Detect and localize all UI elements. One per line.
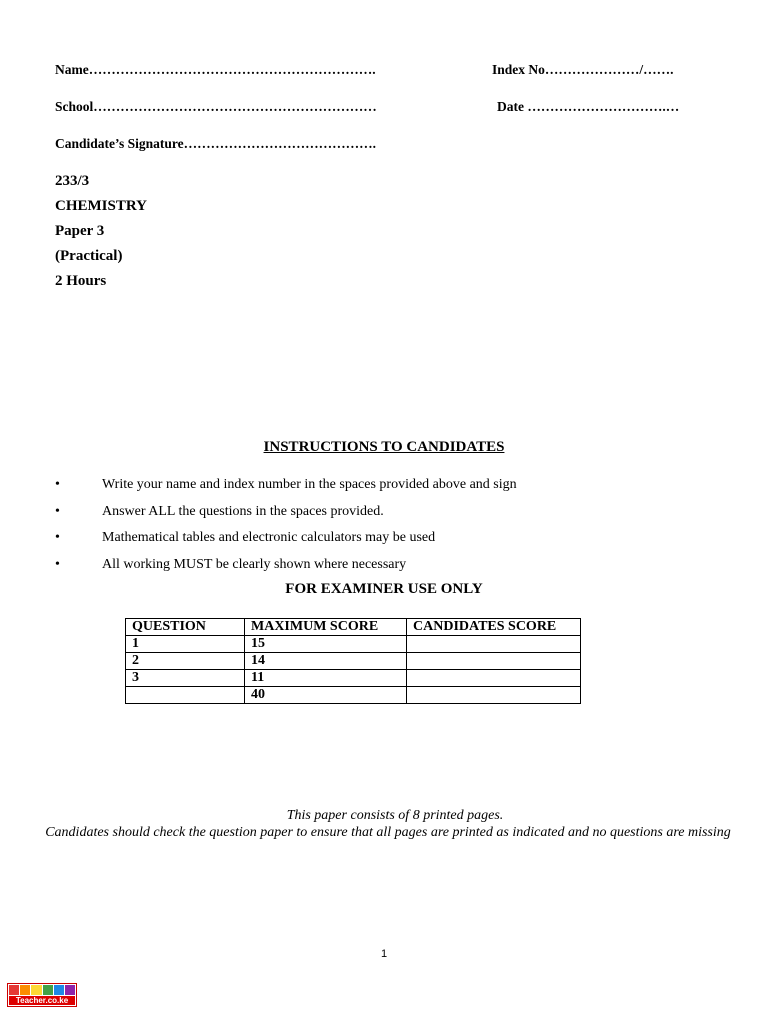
bullet-icon: •: [55, 530, 60, 545]
max-score-cell: 11: [245, 670, 407, 687]
table-row: [126, 636, 581, 653]
teacher-co-ke-logo: [7, 983, 77, 1007]
page-count-note: This paper consists of 8 printed pages.: [286, 808, 504, 823]
instructions-title: INSTRUCTIONS TO CANDIDATES: [263, 439, 505, 455]
table-row: [126, 670, 581, 687]
question-cell: [126, 687, 245, 704]
logo-block-icon: [43, 985, 53, 995]
school-field-line: School………………………………………………………: [55, 99, 377, 114]
logo-text: Teacher.co.ke: [9, 996, 75, 1005]
signature-field-line: Candidate’s Signature…………………………………….: [55, 136, 377, 151]
subject-title: CHEMISTRY: [55, 198, 147, 214]
candidate-score-cell[interactable]: [407, 670, 581, 687]
table-row: [126, 653, 581, 670]
bullet-icon: •: [55, 556, 60, 572]
column-header-question: QUESTION: [126, 619, 245, 636]
candidate-score-cell[interactable]: [407, 636, 581, 653]
paper-type: (Practical): [55, 248, 123, 264]
candidate-score-cell[interactable]: [407, 653, 581, 670]
max-score-cell: 15: [245, 636, 407, 653]
question-cell: 1: [126, 636, 245, 653]
column-header-candidates-score: CANDIDATES SCORE: [407, 619, 581, 636]
date-field-line: Date ………………………….…: [497, 99, 680, 114]
name-field-line: Name……………………………………………………….: [55, 62, 376, 77]
logo-block-icon: [31, 985, 41, 995]
total-max-score-cell: 40: [245, 687, 407, 704]
logo-block-icon: [65, 985, 75, 995]
index-number-field-line: Index No…………………/…….: [492, 62, 674, 77]
column-header-maximum-score: MAXIMUM SCORE: [245, 619, 407, 636]
table-total-row: [126, 687, 581, 704]
score-table: [125, 618, 581, 704]
max-score-cell: 14: [245, 653, 407, 670]
bullet-icon: •: [55, 477, 60, 492]
paper-code: 233/3: [55, 173, 90, 189]
logo-block-icon: [20, 985, 30, 995]
question-cell: 2: [126, 653, 245, 670]
logo-color-blocks: [9, 985, 75, 995]
examiner-use-title: FOR EXAMINER USE ONLY: [285, 581, 483, 597]
page-number: 1: [380, 948, 388, 960]
logo-block-icon: [54, 985, 64, 995]
paper-duration: 2 Hours: [55, 273, 107, 289]
bullet-icon: •: [55, 503, 60, 519]
paper-number: Paper 3: [55, 223, 105, 239]
question-cell: 3: [126, 670, 245, 687]
total-candidate-score-cell[interactable]: [407, 687, 581, 704]
check-pages-note: Candidates should check the question paper to ensure that all pages are printed as indicated and no questions are missing: [45, 825, 731, 840]
table-header-row: [126, 619, 581, 636]
logo-block-icon: [9, 985, 19, 995]
